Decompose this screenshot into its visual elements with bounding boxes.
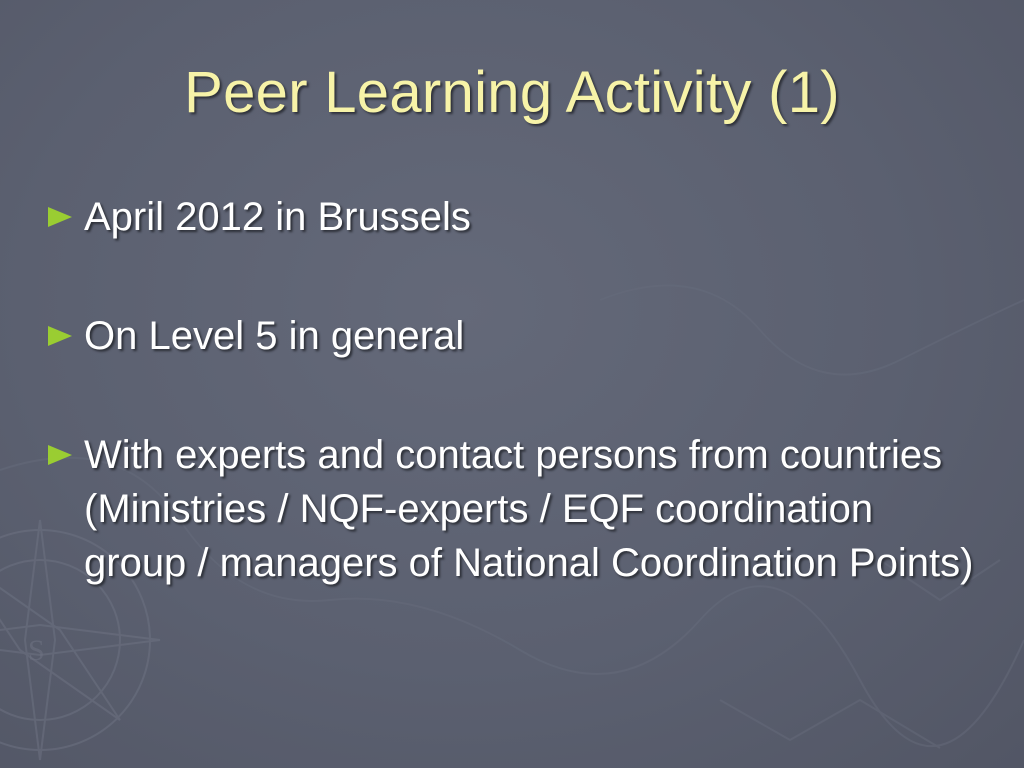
bullet-item <box>46 190 976 244</box>
compass-s-mark: S <box>28 634 45 667</box>
triangle-right-icon <box>46 309 84 363</box>
triangle-right-icon <box>46 428 84 482</box>
bullet-list <box>46 190 976 590</box>
bullet-text: On Level 5 in general <box>84 314 465 358</box>
bullet-item <box>46 428 976 590</box>
bullet-item <box>46 309 976 363</box>
bullet-text: April 2012 in Brussels <box>84 195 471 239</box>
triangle-right-icon <box>46 190 84 244</box>
bullet-text: With experts and contact persons from countries (Ministries / NQF-experts / EQF coordination group / managers of National Coordination Points) <box>84 433 974 585</box>
slide-title: Peer Learning Activity (1) <box>184 60 840 125</box>
